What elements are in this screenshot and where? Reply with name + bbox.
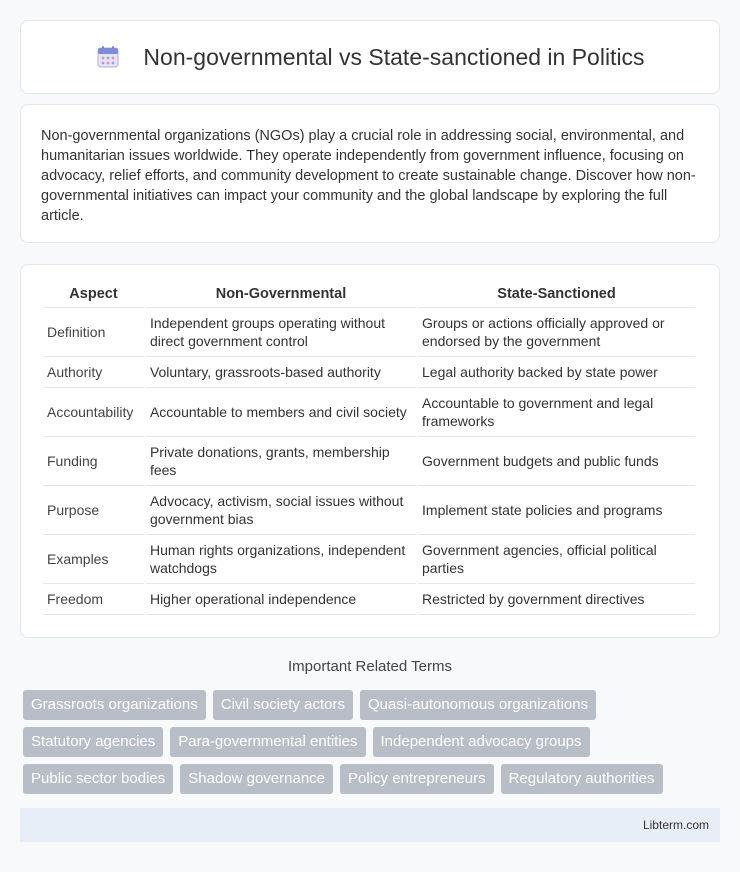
related-term-tag[interactable]: Public sector bodies <box>23 764 173 794</box>
comparison-table-card <box>20 264 720 638</box>
cell-state-sanctioned: Legal authority backed by state power <box>418 357 695 388</box>
table-row <box>43 437 695 486</box>
column-header-state-sanctioned: State-Sanctioned <box>418 286 695 308</box>
cell-aspect: Definition <box>43 308 144 357</box>
cell-aspect: Accountability <box>43 388 144 437</box>
related-term-tag[interactable]: Policy entrepreneurs <box>340 764 494 794</box>
cell-aspect: Purpose <box>43 486 144 535</box>
cell-state-sanctioned: Accountable to government and legal frameworks <box>418 388 695 437</box>
cell-non-governmental: Human rights organizations, independent watchdogs <box>146 535 416 584</box>
cell-non-governmental: Accountable to members and civil society <box>146 388 416 437</box>
related-term-tag[interactable]: Civil society actors <box>213 690 353 720</box>
cell-state-sanctioned: Government agencies, official political parties <box>418 535 695 584</box>
table-row <box>43 388 695 437</box>
cell-aspect: Examples <box>43 535 144 584</box>
footer-site-link[interactable]: Libterm.com <box>642 818 709 832</box>
comparison-table <box>41 286 697 615</box>
intro-card <box>20 104 720 243</box>
cell-non-governmental: Independent groups operating without direct government control <box>146 308 416 357</box>
cell-state-sanctioned: Restricted by government directives <box>418 584 695 615</box>
related-term-tag[interactable]: Independent advocacy groups <box>373 727 590 757</box>
cell-non-governmental: Voluntary, grassroots-based authority <box>146 357 416 388</box>
table-row <box>43 584 695 615</box>
related-term-tag[interactable]: Regulatory authorities <box>501 764 663 794</box>
related-term-tag[interactable]: Para-governmental entities <box>170 727 365 757</box>
table-row <box>43 308 695 357</box>
cell-state-sanctioned: Implement state policies and programs <box>418 486 695 535</box>
table-row <box>43 357 695 388</box>
column-header-aspect: Aspect <box>43 286 144 308</box>
cell-aspect: Funding <box>43 437 144 486</box>
table-row <box>43 486 695 535</box>
related-term-tag[interactable]: Statutory agencies <box>23 727 163 757</box>
related-term-tag[interactable]: Grassroots organizations <box>23 690 206 720</box>
cell-aspect: Freedom <box>43 584 144 615</box>
cell-state-sanctioned: Government budgets and public funds <box>418 437 695 486</box>
page-title: Non-governmental vs State-sanctioned in Politics <box>143 43 645 70</box>
cell-non-governmental: Higher operational independence <box>146 584 416 615</box>
related-terms-list <box>23 690 723 801</box>
column-header-non-governmental: Non-Governmental <box>146 286 416 308</box>
related-term-tag[interactable]: Shadow governance <box>180 764 333 794</box>
calendar-icon <box>95 44 121 70</box>
related-term-tag[interactable]: Quasi-autonomous organizations <box>360 690 596 720</box>
cell-aspect: Authority <box>43 357 144 388</box>
header-card <box>20 20 720 94</box>
intro-text: Non-governmental organizations (NGOs) play a crucial role in addressing social, environmental, and humanitarian issues worldwide. They operate independently from government influence, focusing on advocacy, relief efforts, and community development to create sustainable change. Discover how non-governmental initiatives can impact your community and the global landscape by exploring the full article. <box>41 128 696 224</box>
cell-non-governmental: Private donations, grants, membership fees <box>146 437 416 486</box>
cell-non-governmental: Advocacy, activism, social issues without government bias <box>146 486 416 535</box>
footer <box>20 808 720 842</box>
cell-state-sanctioned: Groups or actions officially approved or endorsed by the government <box>418 308 695 357</box>
table-row <box>43 535 695 584</box>
related-terms-title: Important Related Terms <box>288 658 452 675</box>
